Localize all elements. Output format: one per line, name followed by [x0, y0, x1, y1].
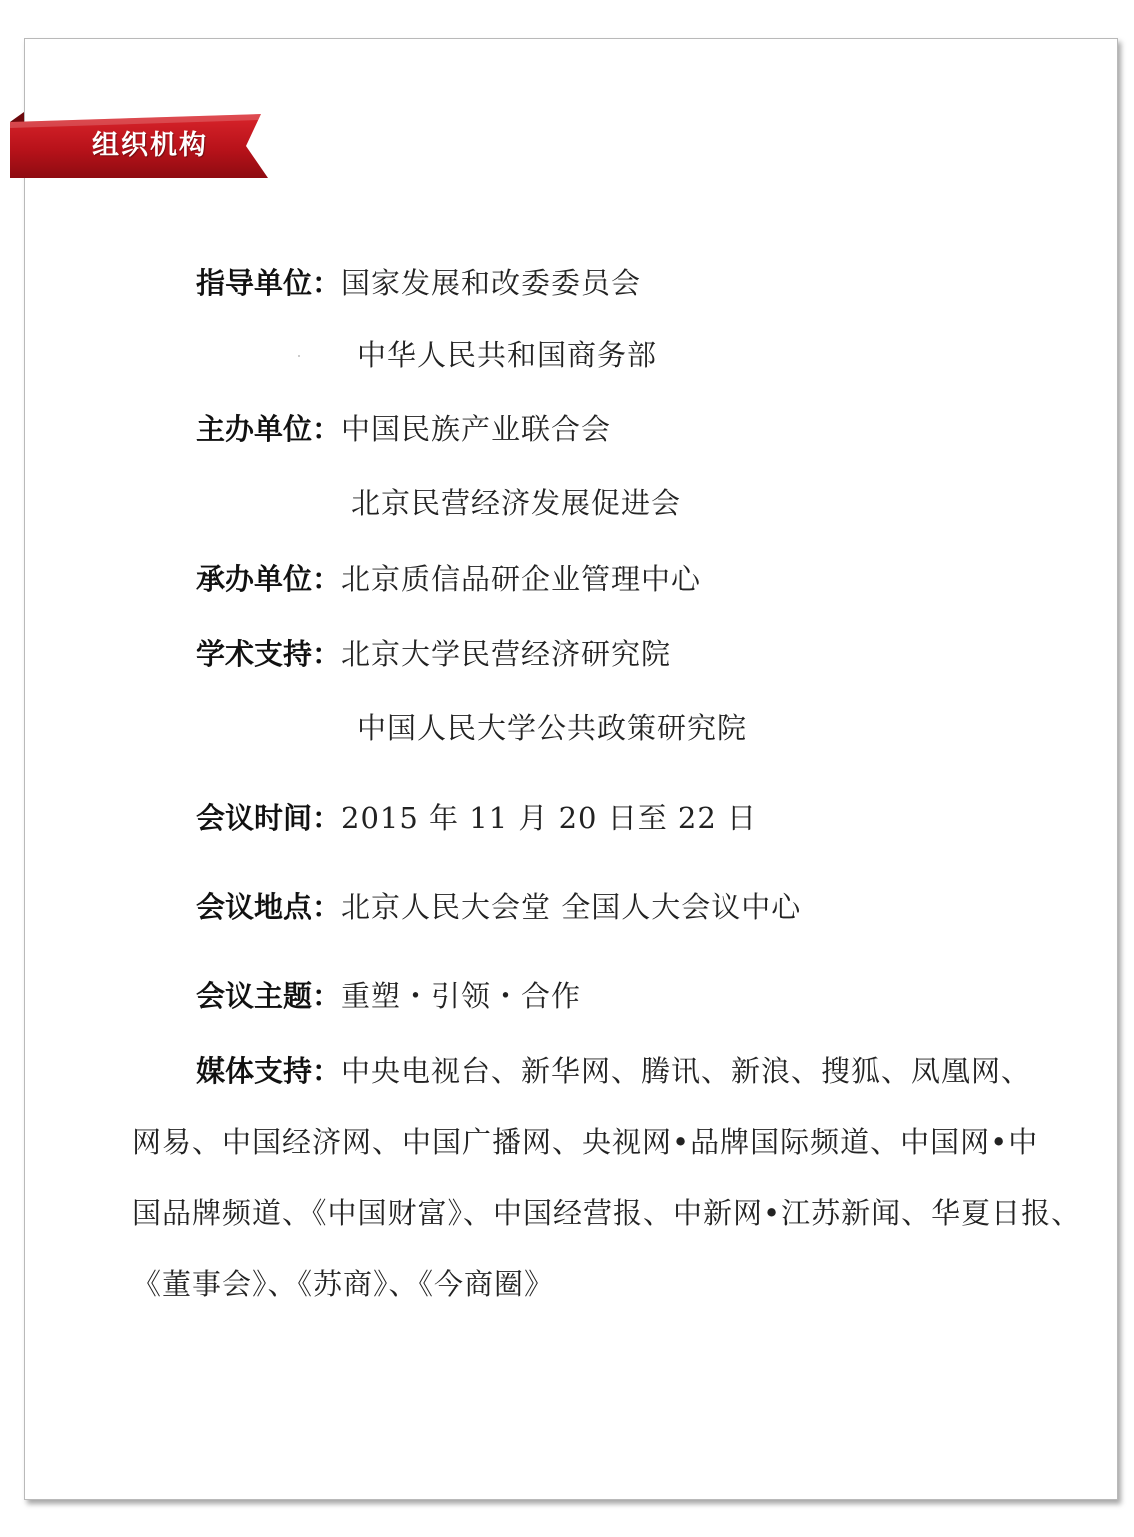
media-line: 中央电视台、新华网、腾讯、新浪、搜狐、凤凰网、 — [341, 1054, 1032, 1088]
theme-row — [196, 976, 581, 1016]
theme-label: 会议主题： — [196, 979, 342, 1013]
organizer-row — [196, 559, 701, 599]
media-row — [196, 1051, 1031, 1091]
host-item: 中国民族产业联合会 — [341, 412, 612, 446]
academic-item: 北京大学民营经济研究院 — [341, 637, 672, 671]
guidance-row — [196, 263, 641, 303]
venue-label: 会议地点： — [196, 890, 342, 924]
guidance-row-2 — [357, 335, 657, 375]
guidance-item: 中华人民共和国商务部 — [357, 338, 658, 372]
academic-row — [196, 634, 671, 674]
academic-row-2 — [357, 708, 747, 748]
venue-value: 北京人民大会堂 全国人大会议中心 — [341, 890, 802, 924]
academic-item: 中国人民大学公共政策研究院 — [357, 711, 748, 745]
media-line: 国品牌频道、《中国财富》、中国经营报、中新网•江苏新闻、华夏日报、 — [132, 1196, 1082, 1230]
time-row — [196, 798, 757, 838]
host-item: 北京民营经济发展促进会 — [351, 486, 682, 520]
guidance-label: 指导单位： — [196, 266, 342, 300]
section-title: 组织机构 — [92, 130, 208, 161]
venue-row — [196, 887, 801, 927]
media-line: 《董事会》、《苏商》、《今商圈》 — [132, 1267, 555, 1301]
time-value: 2015 年 11 月 20 日至 22 日 — [341, 801, 758, 835]
section-ribbon — [6, 112, 268, 180]
media-label: 媒体支持： — [196, 1054, 342, 1088]
academic-label: 学术支持： — [196, 637, 342, 671]
theme-value: 重塑・引领・合作 — [341, 979, 582, 1013]
organizer-label: 承办单位： — [196, 562, 342, 596]
guidance-item: 国家发展和改委委员会 — [341, 266, 642, 300]
organizer-item: 北京质信品研企业管理中心 — [341, 562, 702, 596]
host-label: 主办单位： — [196, 412, 342, 446]
host-row — [196, 409, 611, 449]
host-row-2 — [351, 483, 681, 523]
speck — [298, 355, 300, 357]
time-label: 会议时间： — [196, 801, 342, 835]
media-line: 网易、中国经济网、中国广播网、央视网•品牌国际频道、中国网•中 — [132, 1125, 1039, 1159]
